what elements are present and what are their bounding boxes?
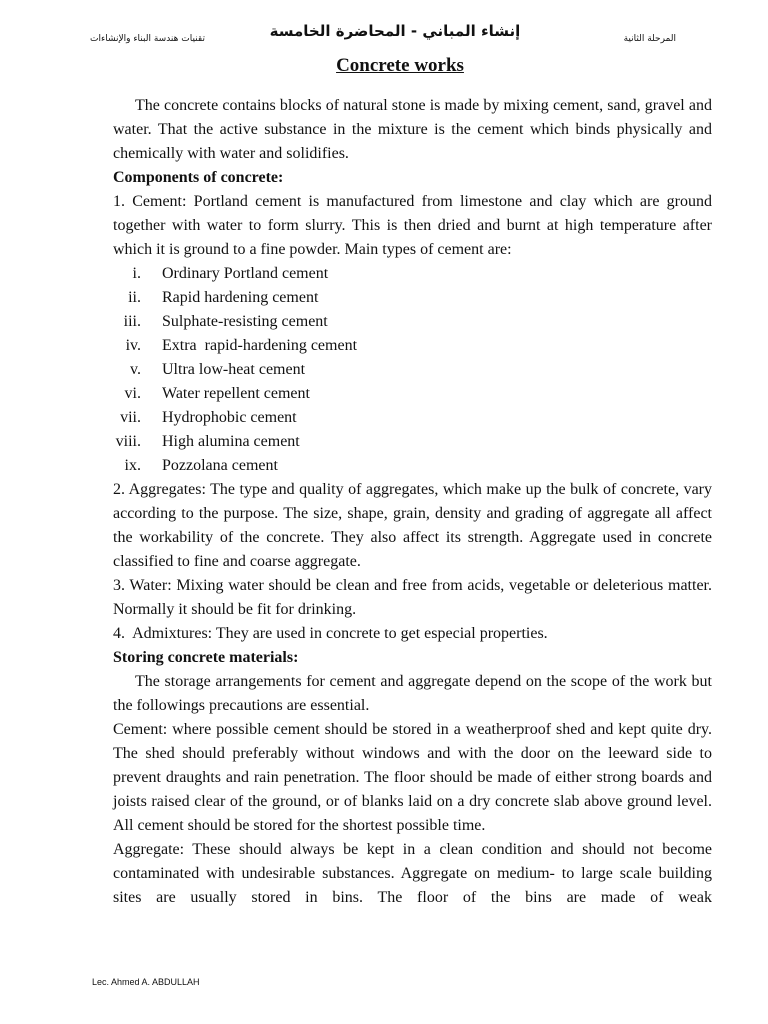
list-number: vii. [120,409,141,426]
list-item [113,382,712,406]
document-body [113,94,712,910]
list-text: Pozzolana cement [162,457,278,474]
water-paragraph: 3. Water: Mixing water should be clean and free from acids, vegetable or deleterious matter. Normally it should be fit for drinking. [113,577,712,618]
aggregate-storage-paragraph: Aggregate: These should always be kept in a clean condition and should not become contaminated with undesirable substances. Aggregate on medium- to large scale building sites are usually stored in bins. The floor of the bins are made of weak [113,841,712,906]
list-text: Ordinary Portland cement [162,265,329,282]
list-number: i. [132,265,141,282]
list-item [113,406,712,430]
list-number: iv. [125,337,141,354]
storing-heading: Storing concrete materials: [113,649,299,666]
header-lecture-title: إنشاء المباني - المحاضرة الخامسة [269,22,521,40]
header-department: تقنيات هندسة البناء والإنشاءات [90,34,205,44]
list-item [113,262,712,286]
list-number: ii. [128,289,141,306]
list-text: High alumina cement [162,433,300,450]
list-number: v. [130,361,141,378]
list-text: Water repellent cement [162,385,310,402]
list-item [113,286,712,310]
footer-author: Lec. Ahmed A. ABDULLAH [92,977,200,987]
list-item [113,430,712,454]
list-text: Sulphate-resisting cement [162,313,328,330]
intro-paragraph: The concrete contains blocks of natural stone is made by mixing cement, sand, gravel and water. That the active substance in the mixture is the cement which binds physically and chemically with water and solidifies. [113,97,712,162]
list-item [113,310,712,334]
page-title: Concrete works [336,55,464,76]
list-text: Ultra low-heat cement [162,361,306,378]
list-text: Hydrophobic cement [162,409,297,426]
list-item [113,334,712,358]
list-number: viii. [115,433,141,450]
storing-intro-paragraph: The storage arrangements for cement and aggregate depend on the scope of the work but the followings precautions are essential. [113,673,712,714]
components-heading: Components of concrete: [113,169,284,186]
cement-paragraph: 1. Cement: Portland cement is manufactured from limestone and clay which are ground together with water to form slurry. This is then dried and burnt at high temperature after which it is ground to a fine powder. Main types of cement are: [113,193,712,258]
admixtures-paragraph: 4. Admixtures: They are used in concrete to get especial properties. [113,625,548,642]
list-number: vi. [124,385,141,402]
list-number: iii. [123,313,141,330]
header-stage: المرحلة الثانية [623,34,676,44]
list-text: Rapid hardening cement [162,289,319,306]
list-text: Extra rapid-hardening cement [162,337,358,354]
list-item [113,358,712,382]
aggregates-paragraph: 2. Aggregates: The type and quality of aggregates, which make up the bulk of concrete, vary according to the purpose. The size, shape, grain, density and grading of aggregate all affect the workability of the concrete. They also affect its strength. Aggregate used in concrete classified to fine and coarse aggregate. [113,481,712,570]
cement-storage-paragraph: Cement: where possible cement should be stored in a weatherproof shed and kept quite dry. The shed should preferably without windows and with the door on the leeward side to prevent draughts and rain penetration. The floor should be made of either strong boards and joists raised clear of the ground, or of blanks laid on a dry concrete slab above ground level. All cement should be stored for the shortest possible time. [113,721,712,834]
list-item [113,454,712,478]
cement-types-list [113,262,712,478]
list-number: ix. [124,457,141,474]
